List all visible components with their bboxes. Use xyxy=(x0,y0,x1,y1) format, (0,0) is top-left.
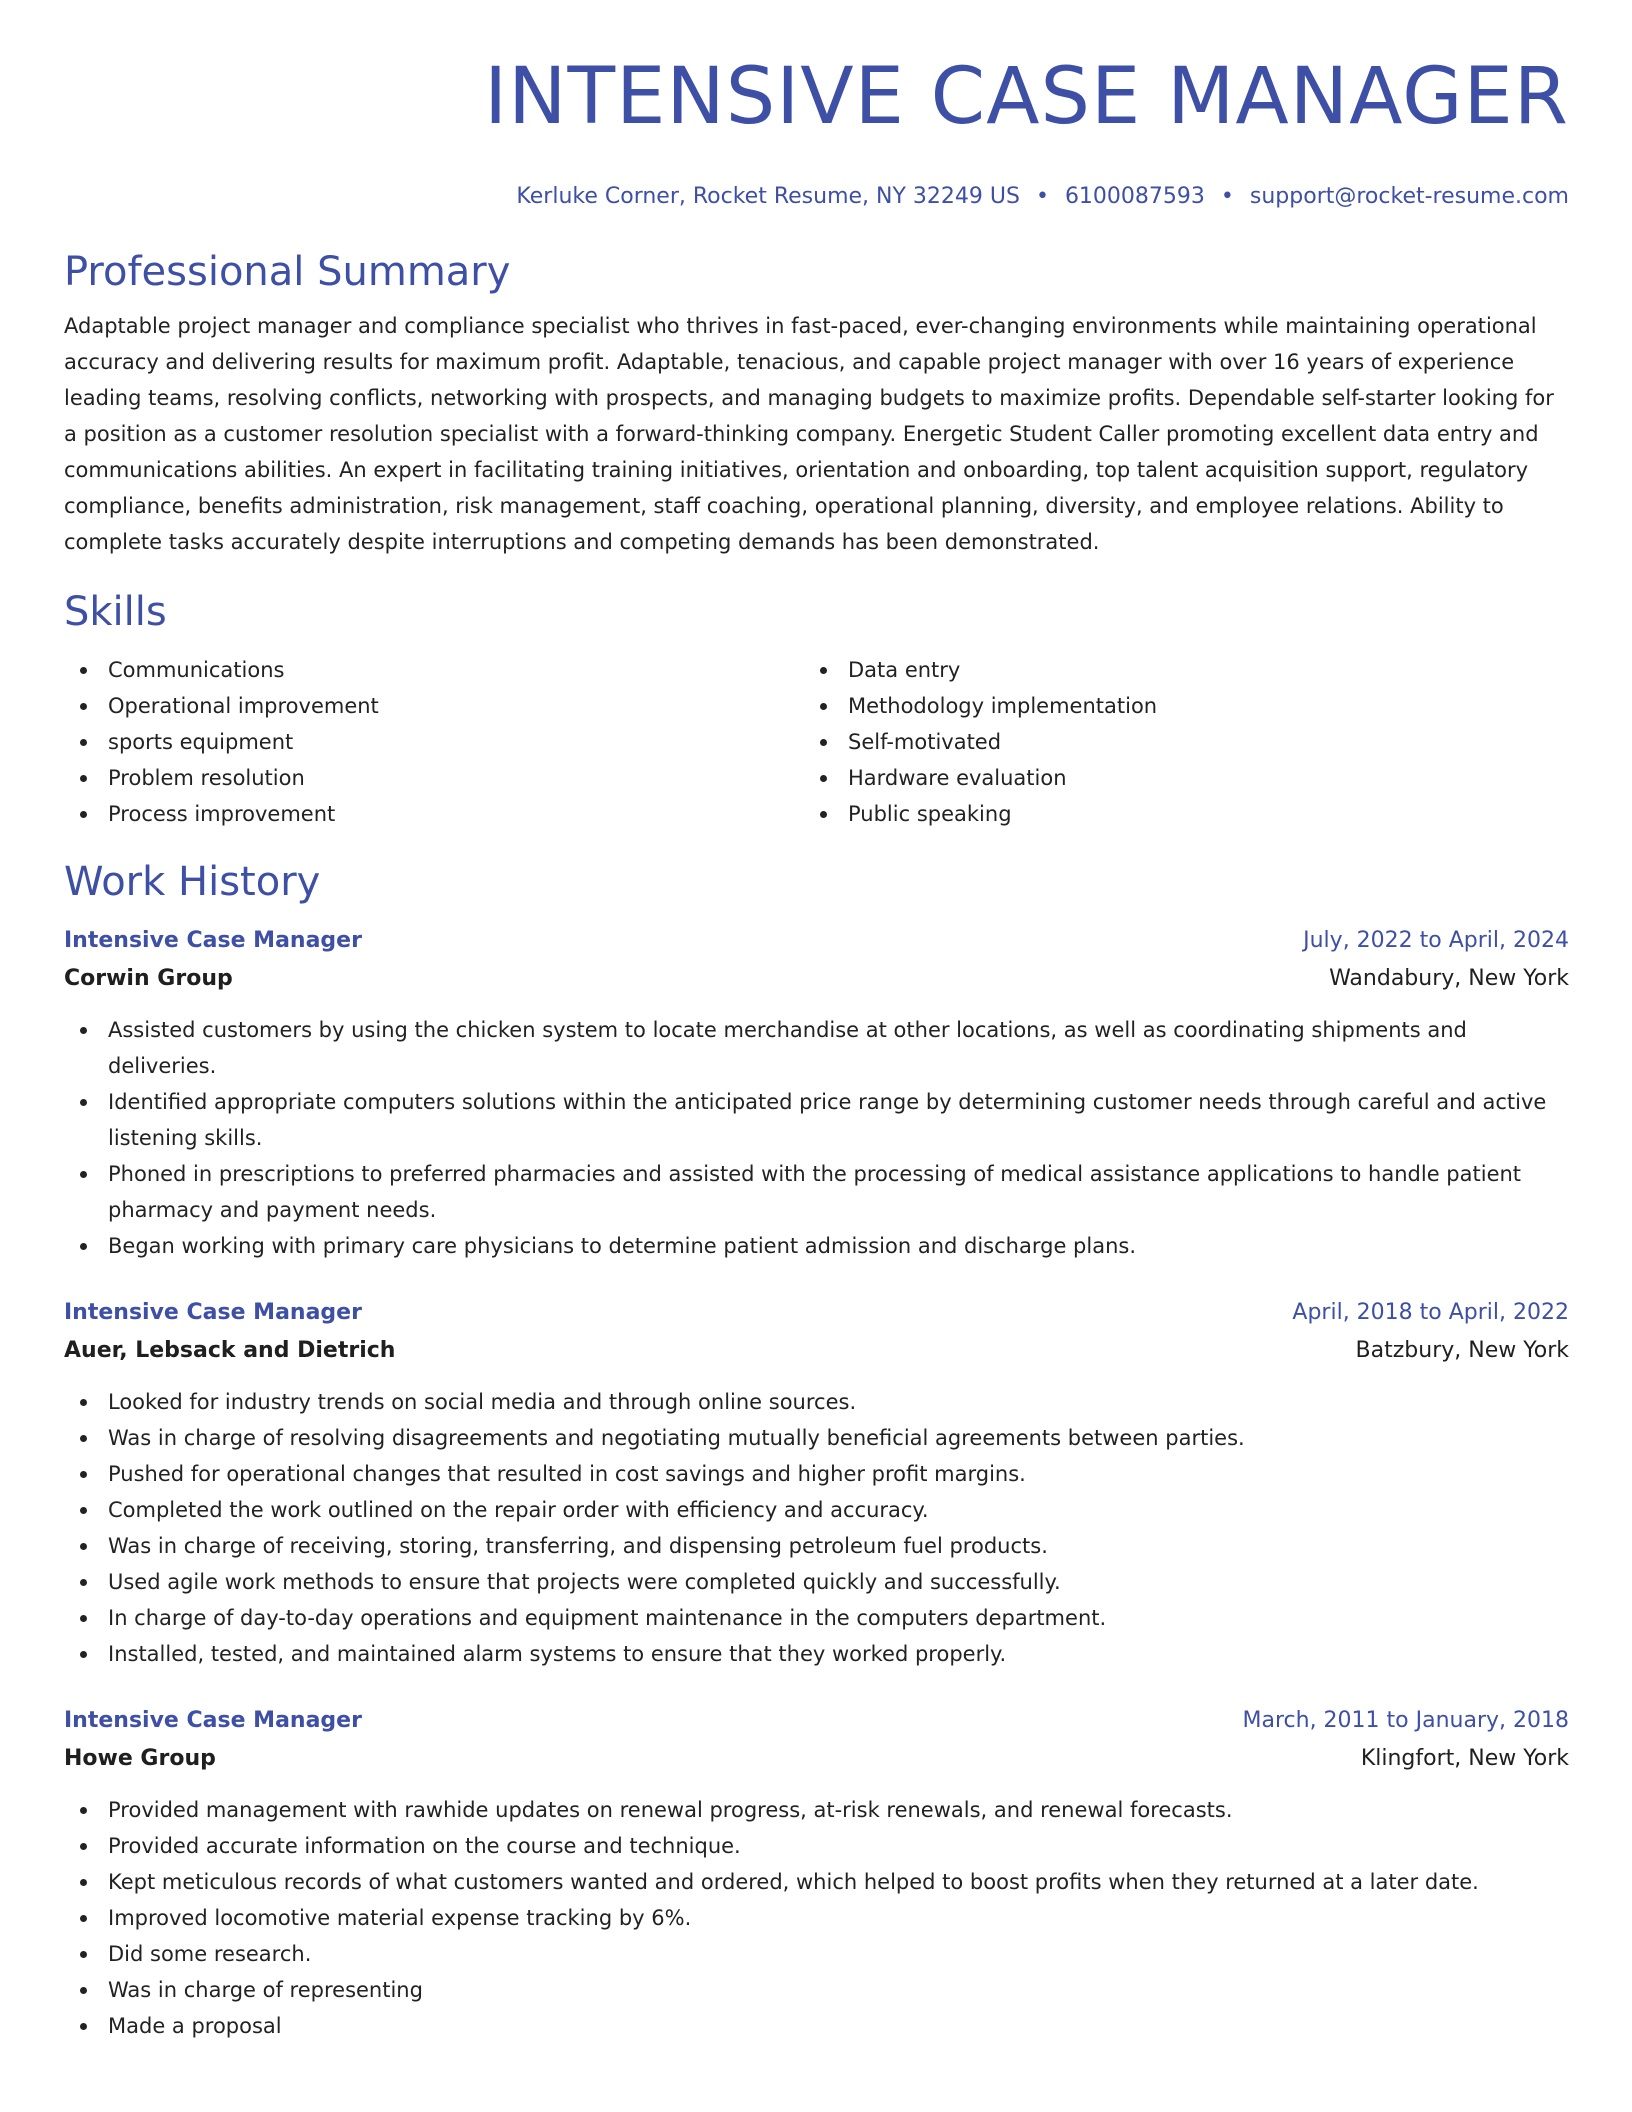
job-duty-item: Did some research. xyxy=(64,1936,1569,1972)
job-location: Batzbury, New York xyxy=(1355,1338,1569,1363)
summary-text: Adaptable project manager and compliance specialist who thrives in fast-paced, ever-changing environments while maintaining operational accuracy and delivering results for maximum profit. Adaptable, tenacious, and capable project manager with over 16 years of experience leading teams, resolving conflicts, networking with prospects, and managing budgets to maximize profits. Dependable self-starter looking for a position as a customer resolution specialist with a forward-thinking company. Energetic Student Caller promoting excellent data entry and communications abilities. An expert in facilitating training initiatives, orientation and onboarding, top talent acquisition support, regulatory compliance, benefits administration, risk management, staff coaching, operational planning, diversity, and employee relations. Ability to complete tasks accurately despite interruptions and competing demands has been demonstrated. xyxy=(64,314,1554,554)
job-duty-item: Identified appropriate computers solutions within the anticipated price range by determining customer needs through careful and active listening skills. xyxy=(64,1084,1569,1156)
job-header-row xyxy=(64,1294,1569,1332)
job-dates: July, 2022 to April, 2024 xyxy=(1303,928,1569,953)
job-employer-row xyxy=(64,1740,1569,1778)
job-duty-item: Provided management with rawhide updates on renewal progress, at-risk renewals, and renewal forecasts. xyxy=(64,1792,1569,1828)
job-duty-item: Improved locomotive material expense tracking by 6%. xyxy=(64,1900,1569,1936)
resume-name-title: INTENSIVE CASE MANAGER xyxy=(484,52,1569,142)
job-title: Intensive Case Manager xyxy=(64,928,362,953)
skill-item: Operational improvement xyxy=(64,688,804,724)
job-employer-row xyxy=(64,1332,1569,1370)
job-duty-item: Phoned in prescriptions to preferred pharmacies and assisted with the processing of medical assistance applications to handle patient pharmacy and payment needs. xyxy=(64,1156,1569,1228)
job-duty-item: Was in charge of resolving disagreements and negotiating mutually beneficial agreements between parties. xyxy=(64,1420,1569,1456)
job-header-row xyxy=(64,1702,1569,1740)
skills-column-left xyxy=(64,652,804,832)
contact-address: Kerluke Corner, Rocket Resume, NY 32249 US xyxy=(516,184,1020,209)
job-duty-item: Was in charge of representing xyxy=(64,1972,1569,2008)
job-duty-item: Assisted customers by using the chicken system to locate merchandise at other locations, as well as coordinating shipments and deliveries. xyxy=(64,1012,1569,1084)
skill-item: Problem resolution xyxy=(64,760,804,796)
job-duty-item: Looked for industry trends on social media and through online sources. xyxy=(64,1384,1569,1420)
job-duty-item: Was in charge of receiving, storing, transferring, and dispensing petroleum fuel products. xyxy=(64,1528,1569,1564)
skill-item: Methodology implementation xyxy=(804,688,1569,724)
contact-separator: • xyxy=(1220,184,1234,209)
job-duty-item: Installed, tested, and maintained alarm systems to ensure that they worked properly. xyxy=(64,1636,1569,1672)
job-employer-row xyxy=(64,960,1569,998)
job-duty-item: Began working with primary care physicians to determine patient admission and discharge plans. xyxy=(64,1228,1569,1264)
job-duties xyxy=(64,1384,1569,1672)
skill-item: Hardware evaluation xyxy=(804,760,1569,796)
job-duty-item: Made a proposal xyxy=(64,2008,1569,2044)
job-duty-item: In charge of day-to-day operations and equipment maintenance in the computers department. xyxy=(64,1600,1569,1636)
job-company: Howe Group xyxy=(64,1746,216,1771)
job-duty-item: Pushed for operational changes that resulted in cost savings and higher profit margins. xyxy=(64,1456,1569,1492)
job-location: Wandabury, New York xyxy=(1329,966,1569,991)
skill-item: Public speaking xyxy=(804,796,1569,832)
job-title: Intensive Case Manager xyxy=(64,1300,362,1325)
skill-item: Data entry xyxy=(804,652,1569,688)
job-entry xyxy=(64,1294,1569,1672)
job-duties xyxy=(64,1012,1569,1264)
job-duty-item: Kept meticulous records of what customers wanted and ordered, which helped to boost profits when they returned at a later date. xyxy=(64,1864,1569,1900)
contact-line xyxy=(64,182,1569,212)
job-entry xyxy=(64,922,1569,1264)
job-entry xyxy=(64,1702,1569,2044)
work-history-heading: Work History xyxy=(64,859,321,905)
job-duties xyxy=(64,1792,1569,2044)
job-dates: March, 2011 to January, 2018 xyxy=(1242,1708,1569,1733)
skill-item: Self-motivated xyxy=(804,724,1569,760)
skill-item: Communications xyxy=(64,652,804,688)
contact-separator: • xyxy=(1035,184,1049,209)
job-title: Intensive Case Manager xyxy=(64,1708,362,1733)
skills-heading: Skills xyxy=(64,589,167,635)
job-company: Auer, Lebsack and Dietrich xyxy=(64,1338,396,1363)
job-duty-item: Provided accurate information on the course and technique. xyxy=(64,1828,1569,1864)
job-duty-item: Completed the work outlined on the repair order with efficiency and accuracy. xyxy=(64,1492,1569,1528)
job-company: Corwin Group xyxy=(64,966,233,991)
job-header-row xyxy=(64,922,1569,960)
contact-email: support@rocket-resume.com xyxy=(1249,184,1569,209)
skills-column-right xyxy=(804,652,1569,832)
contact-phone: 6100087593 xyxy=(1064,184,1205,209)
skill-item: Process improvement xyxy=(64,796,804,832)
job-dates: April, 2018 to April, 2022 xyxy=(1292,1300,1569,1325)
job-location: Klingfort, New York xyxy=(1360,1746,1569,1771)
skills-list xyxy=(64,652,1569,832)
summary-heading: Professional Summary xyxy=(64,249,511,295)
job-duty-item: Used agile work methods to ensure that projects were completed quickly and successfully. xyxy=(64,1564,1569,1600)
skill-item: sports equipment xyxy=(64,724,804,760)
